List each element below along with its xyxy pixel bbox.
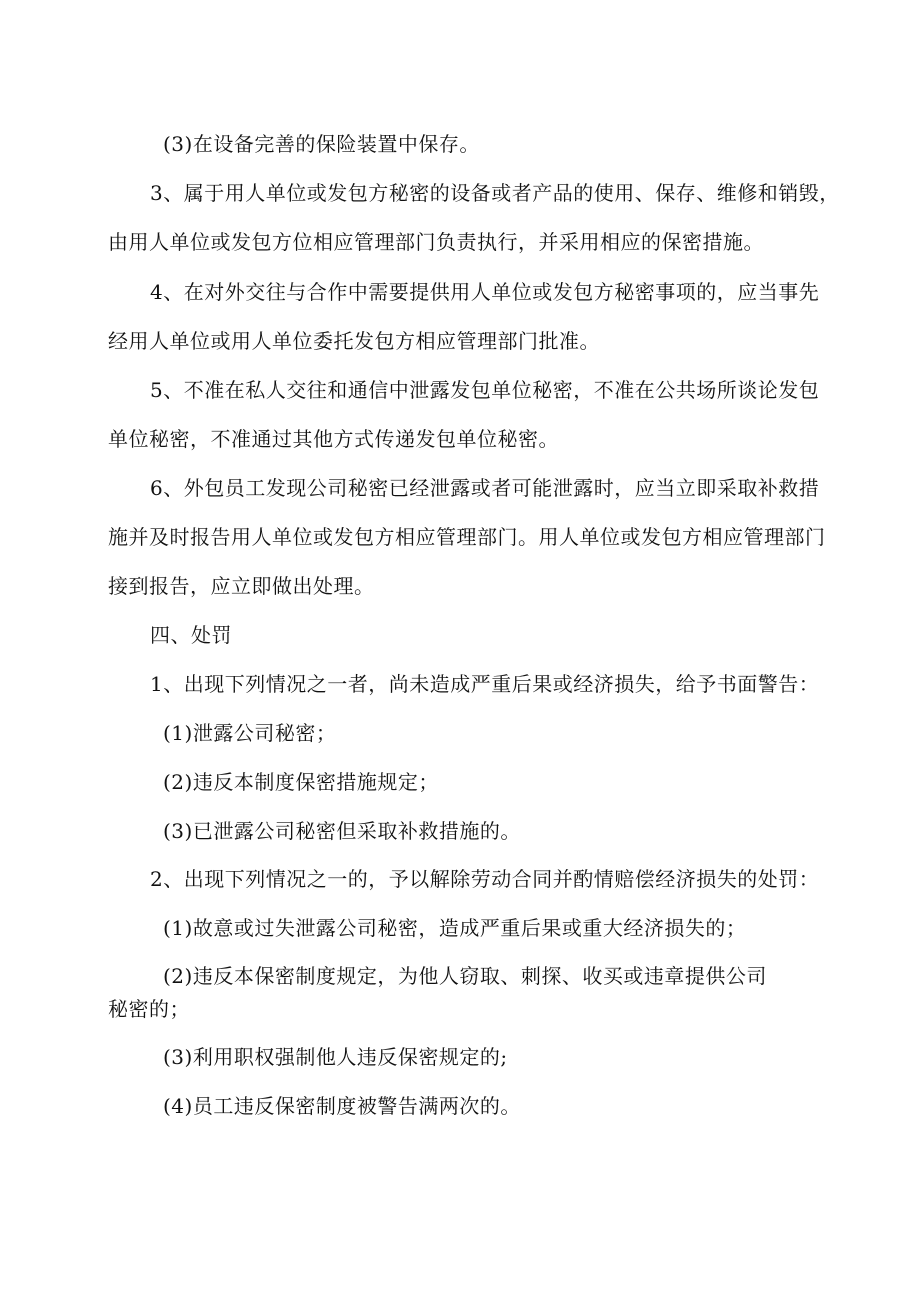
- text-line: 单位秘密，不准通过其他方式传递发包单位秘密。: [108, 427, 559, 451]
- text-line: (2)违反本保密制度规定，为他人窃取、刺探、收买或违章提供公司: [163, 964, 767, 988]
- text-line: (3)在设备完善的保险装置中保存。: [163, 132, 480, 156]
- text-line: (1)泄露公司秘密；: [163, 721, 337, 745]
- text-line: 2、出现下列情况之一的，予以解除劳动合同并酌情赔偿经济损失的处罚：: [150, 867, 820, 891]
- text-line: 1、出现下列情况之一者，尚未造成严重后果或经济损失，给予书面警告：: [150, 672, 820, 696]
- text-line: 3、属于用人单位或发包方秘密的设备或者产品的使用、保存、维修和销毁，: [150, 181, 840, 205]
- section-heading: 四、处罚: [150, 623, 232, 647]
- text-line: (2)违反本制度保密措施规定；: [163, 770, 439, 794]
- text-line: 经用人单位或用人单位委托发包方相应管理部门批准。: [108, 329, 600, 353]
- text-line: 4、在对外交往与合作中需要提供用人单位或发包方秘密事项的，应当事先: [150, 280, 820, 304]
- text-line: (1)故意或过失泄露公司秘密，造成严重后果或重大经济损失的；: [163, 916, 747, 940]
- text-line: 由用人单位或发包方位相应管理部门负责执行，并采用相应的保密措施。: [108, 230, 764, 254]
- text-line: (3)利用职权强制他人违反保密规定的;: [163, 1045, 508, 1069]
- text-line: 接到报告，应立即做出处理。: [108, 574, 375, 598]
- text-line: (4)员工违反保密制度被警告满两次的。: [163, 1094, 521, 1118]
- text-line: 6、外包员工发现公司秘密已经泄露或者可能泄露时，应当立即采取补救措: [150, 476, 820, 500]
- text-line: 秘密的；: [108, 997, 190, 1021]
- text-line: 施并及时报告用人单位或发包方相应管理部门。用人单位或发包方相应管理部门: [108, 525, 826, 549]
- text-line: (3)已泄露公司秘密但采取补救措施的。: [163, 819, 521, 843]
- text-line: 5、不准在私人交往和通信中泄露发包单位秘密，不准在公共场所谈论发包: [150, 378, 820, 402]
